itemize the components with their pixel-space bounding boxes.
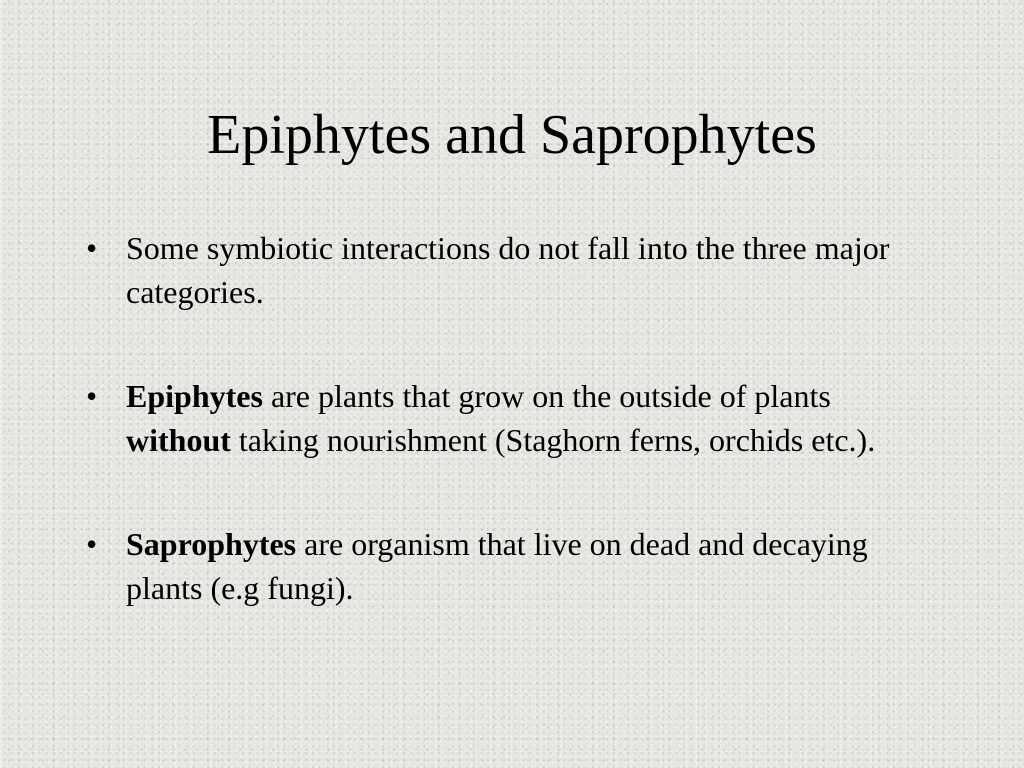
- bullet-text: taking nourishment (Staghorn ferns, orchids etc.).: [230, 422, 876, 458]
- bullet-item-saprophytes: [86, 522, 926, 610]
- bullet-item-epiphytes: [86, 374, 926, 462]
- bullet-text: are organism that live on dead and decaying plants (e.g fungi).: [126, 526, 868, 606]
- slide-title: Epiphytes and Saprophytes: [207, 104, 817, 166]
- term-epiphytes: Epiphytes: [126, 378, 263, 414]
- bullet-list: [86, 226, 926, 670]
- bullet-icon: •: [86, 378, 98, 414]
- bullet-icon: •: [86, 526, 98, 562]
- term-saprophytes: Saprophytes: [126, 526, 297, 562]
- bullet-item-symbiotic: [86, 226, 926, 314]
- emphasis-without: without: [126, 422, 231, 458]
- bullet-text: are plants that grow on the outside of plants: [262, 378, 831, 414]
- bullet-icon: •: [86, 230, 98, 266]
- bullet-text: Some symbiotic interactions do not fall into the three major categories.: [126, 230, 890, 310]
